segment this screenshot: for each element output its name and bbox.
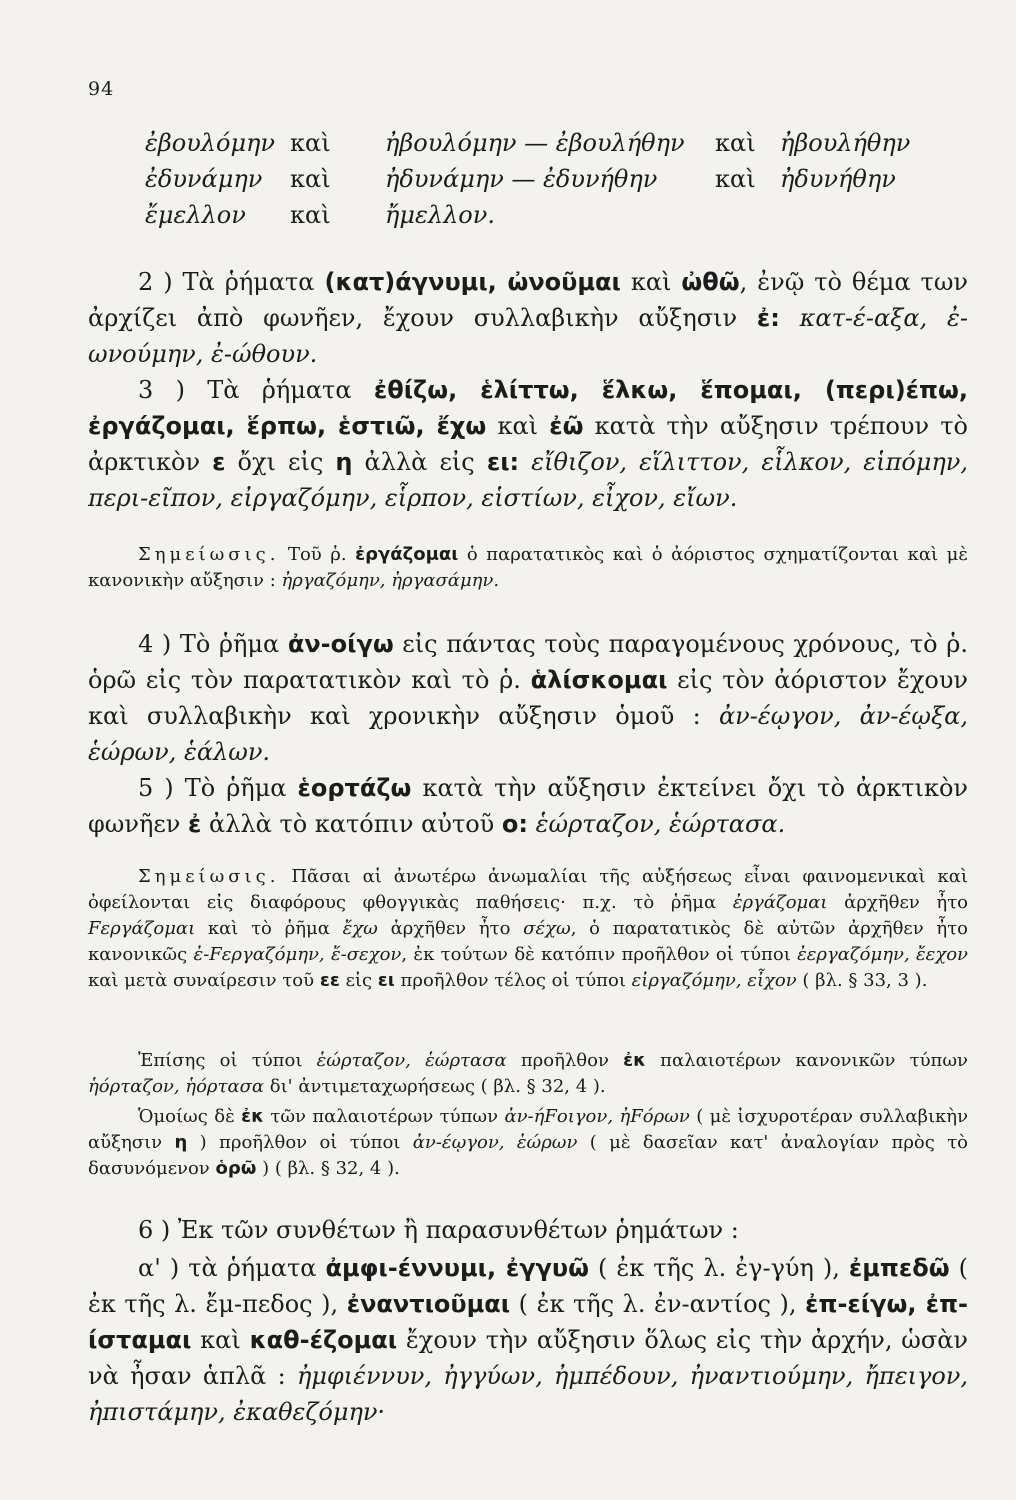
bold-term: η [335, 448, 353, 476]
bold-term: (κατ)άγνυμι, ὠνοῦμαι [324, 268, 621, 296]
text-run: ( ἐκ τῆς λ. ἐν-αντίος ), [510, 1290, 806, 1318]
text-run: ἀλλὰ τὸ κατόπιν αὐτοῦ [201, 810, 502, 838]
text-run: παλαιοτέρων κανονικῶν τύπων [645, 1050, 968, 1071]
italic-forms: ἐεργαζόμην, ἔεχον [797, 944, 969, 965]
text-run: ( μὲ δασεῖαν κατ' ἀναλογίαν πρὸς τὸ δασυνόμενον [88, 1132, 968, 1179]
italic-forms: ἑώρταζον, ἑώρτασα [316, 1050, 507, 1071]
table-cell: καὶ [290, 165, 331, 193]
bold-term: ὠθῶ [681, 268, 740, 296]
italic-forms: εἴθιζον, εἵλιττον, εἷλκον, εἱπόμην, περι-εῖπον, εἰργαζόμην, εἷρπον, εἱστίων, εἶχον, εἴων. [88, 448, 968, 512]
table-cell: ἠδυνάμην — ἐδυνήθην [385, 165, 658, 193]
bold-term: καθ-έζομαι [249, 1326, 398, 1354]
italic-forms: ἀν-έῳγον, ἀν-έῳξα, ἑώρων, ἑάλων. [88, 702, 969, 766]
table-row [145, 197, 910, 233]
section-6-heading: 6 ) Ἐκ τῶν συνθέτων ἢ παρασυνθέτων ῥημάτων : [138, 1216, 739, 1244]
italic-forms: ἡόρταζον, ἡόρτασα [88, 1076, 265, 1097]
table-row [145, 161, 910, 197]
text-run: ὁ παρατατικὸς καὶ ὁ ἀόριστος σχηματίζονται καὶ μὲ κανονικὴν αὔξησιν : [88, 544, 968, 591]
table-cell: ἔμελλον [145, 201, 246, 229]
text-run: ὄχι εἰς [225, 448, 336, 476]
bold-term: ἐκ [241, 1106, 264, 1127]
table-cell: ἠδυνήθην [780, 165, 896, 193]
text-run: 3 ) Τὰ ῥήματα [138, 376, 374, 404]
table-cell: ἐδυνάμην [145, 165, 263, 193]
italic-forms: ἀν-έῳγον, ἑώρων [412, 1132, 578, 1153]
text-run: καὶ [191, 1326, 250, 1354]
text-run: Πᾶσαι αἱ ἀνωτέρω ἀνωμαλίαι τῆς αὐξήσεως εἶναι φαινομενικαὶ καὶ ὀφείλονται εἰς διαφόρους φθογγικὰς παθήσεις· π.χ. τὸ ῥῆμα [88, 866, 968, 913]
bold-term: ἀν-οίγω [287, 630, 394, 658]
bold-term: η [174, 1132, 188, 1153]
table-cell: καὶ [715, 165, 756, 193]
note-label: Σημείωσις. [138, 866, 280, 887]
italic-forms: κατ-έ-αξα, ἐ-ωνούμην, ἐ-ώθουν. [88, 304, 968, 368]
bold-term: ἐ [188, 810, 202, 838]
text-run: ( ἐκ τῆς λ. ἔμ-πεδος ), [88, 1254, 969, 1318]
text-run: Ὁμοίως δὲ [138, 1106, 242, 1127]
note-1-paragraph [88, 542, 968, 594]
table-cell: ἐβουλόμην [145, 129, 276, 157]
bold-term: ἐῶ [549, 412, 584, 440]
text-run: 5 ) Τὸ ῥῆμα [138, 774, 298, 802]
bold-term: ἐργάζομαι [355, 544, 459, 565]
text-run: ἔχουν τὴν αὔξησιν ὅλως εἰς τὴν ἀρχήν, ὡσὰν νὰ ἦσαν ἁπλᾶ : [88, 1326, 969, 1390]
table-cell: καὶ [290, 129, 331, 157]
italic-forms: ἔχω [342, 918, 378, 939]
text-run: 4 ) Τὸ ῥῆμα [138, 630, 288, 658]
bold-term: ἐ: [756, 304, 780, 332]
bold-term: ἀμφι-έννυμι, ἐγγυῶ [325, 1254, 589, 1282]
bold-term: ὁρῶ [215, 1158, 257, 1179]
table-row [145, 125, 910, 161]
text-run: Τοῦ ῥ. [279, 544, 356, 565]
table-cell: καὶ [715, 129, 756, 157]
section-2-paragraph [88, 264, 968, 372]
bold-term: ἐκ [623, 1050, 646, 1071]
bold-term: ἐθίζω, ἑλίττω, ἕλκω, ἕπομαι, (περι)έπω, ἐργάζομαι, ἕρπω, ἑστιῶ, ἔχω [88, 376, 968, 440]
page-number: 94 [88, 78, 115, 100]
text-run: τῶν παλαιοτέρων τύπων [263, 1106, 505, 1127]
text-run: ( βλ. § 33, 3 ). [796, 970, 928, 991]
bold-term: ἐναντιοῦμαι [346, 1290, 511, 1318]
text-run: εἰς πάντας τοὺς παραγομένους χρόνους, τὸ ῥ. ὁρῶ εἰς τὸν παρατατικὸν καὶ τὸ ῥ. [88, 630, 968, 694]
text-run: δι' ἀντιμεταχωρήσεως ( βλ. § 32, 4 ). [264, 1076, 606, 1097]
italic-forms: ἠμφιέννυν, ἠγγύων, ἠμπέδουν, ἠναντιούμην, ἤπειγον, ἠπιστάμην, ἐκαθεζόμην· [88, 1362, 969, 1426]
text-run: κατὰ τὴν αὔξησιν ἐκτείνει ὄχι τὸ ἀρκτικὸν φωνῆεν [88, 774, 968, 838]
italic-forms: ἐ-Fεργαζόμην, ἔ-σεχον [193, 944, 402, 965]
text-run: ἀρχῆθεν ἦτο [377, 918, 524, 939]
section-5-paragraph [88, 770, 968, 842]
bold-term: ἐπ-είγω, ἐπ-ίσταμαι [88, 1290, 969, 1354]
text-run: ) ( βλ. § 32, 4 ). [256, 1158, 400, 1179]
note-4-paragraph [88, 1104, 968, 1182]
text-run: καὶ [486, 412, 550, 440]
italic-forms: ἠργαζόμην, ἠργασάμην. [281, 570, 500, 591]
bold-term: ει: [486, 448, 520, 476]
table-cell: ἠβουλόμην — ἐβουλήθην [385, 129, 685, 157]
text-run: ) προῆλθον οἱ τύποι [187, 1132, 413, 1153]
text-run: ( μὲ ἰσχυροτέραν συλλαβικὴν αὔξησιν [88, 1106, 969, 1153]
text-run: , ἐνῷ τὸ θέμα των ἀρχίζει ἀπὸ φωνῆεν, ἔχουν συλλαβικὴν αὔξησιν [88, 268, 968, 332]
bold-term: ἁλίσκομαι [530, 666, 668, 694]
italic-forms: σέχω [523, 918, 571, 939]
bold-term: ει [377, 970, 395, 991]
italic-forms: εἰργαζόμην, εἶχον [631, 970, 797, 991]
text-run: προῆλθον [506, 1050, 624, 1071]
text-run: ἀλλὰ εἰς [352, 448, 487, 476]
verb-forms-table [145, 125, 910, 233]
bold-term: εε [319, 970, 340, 991]
bold-term: ο: [501, 810, 528, 838]
section-3-paragraph [88, 372, 968, 516]
bold-term: ε [212, 448, 226, 476]
text-run: εἰς τὸν ἀόριστον ἔχουν καὶ συλλαβικὴν καὶ χρονικὴν αὔξησιν ὁμοῦ : [88, 666, 968, 730]
table-cell: καὶ [290, 201, 331, 229]
italic-forms: Fεργάζομαι [88, 918, 196, 939]
table-cell: ἤμελλον. [385, 201, 495, 229]
table-cell: ἠβουλήθην [780, 129, 911, 157]
text-run: , ἐκ τούτων δὲ κατόπιν προῆλθον οἱ τύποι [401, 944, 798, 965]
table-cell [715, 197, 780, 233]
italic-forms: ἐργάζομαι [732, 892, 828, 913]
table-cell [780, 197, 910, 233]
text-run: καὶ τὸ ῥῆμα [195, 918, 343, 939]
text-run: 2 ) Τὰ ῥήματα [138, 268, 325, 296]
text-run: ἀρχῆθεν ἦτο [827, 892, 968, 913]
text-run: προῆλθον τέλος οἱ τύποι [394, 970, 632, 991]
note-3-paragraph [88, 1048, 968, 1100]
text-run: Ἐπίσης οἱ τύποι [138, 1050, 317, 1071]
text-run: καὶ μετὰ συναίρεσιν τοῦ [88, 970, 320, 991]
italic-forms: ἑώρταζον, ἑώρτασα. [527, 810, 786, 838]
text-run: α' ) τὰ ῥήματα [138, 1254, 326, 1282]
section-4-paragraph [88, 626, 968, 770]
text-run: ( ἐκ τῆς λ. ἐγ-γύη ), [588, 1254, 849, 1282]
text-run: , ὁ παρατατικὸς δὲ αὐτῶν ἀρχῆθεν ἦτο κανονικῶς [88, 918, 968, 965]
text-run: κατὰ τὴν αὔξησιν τρέπουν τὸ ἀρκτικὸν [88, 412, 968, 476]
bold-term: ἐμπεδῶ [848, 1254, 950, 1282]
text-run: καὶ [620, 268, 682, 296]
note-2-paragraph [88, 864, 968, 994]
bold-term: ἑορτάζω [297, 774, 412, 802]
section-6-paragraph [88, 1250, 968, 1430]
italic-forms: ἀν-ήFοιγον, ἠFόρων [504, 1106, 690, 1127]
note-label: Σημείωσις. [138, 544, 280, 565]
text-run: εἰς [339, 970, 378, 991]
